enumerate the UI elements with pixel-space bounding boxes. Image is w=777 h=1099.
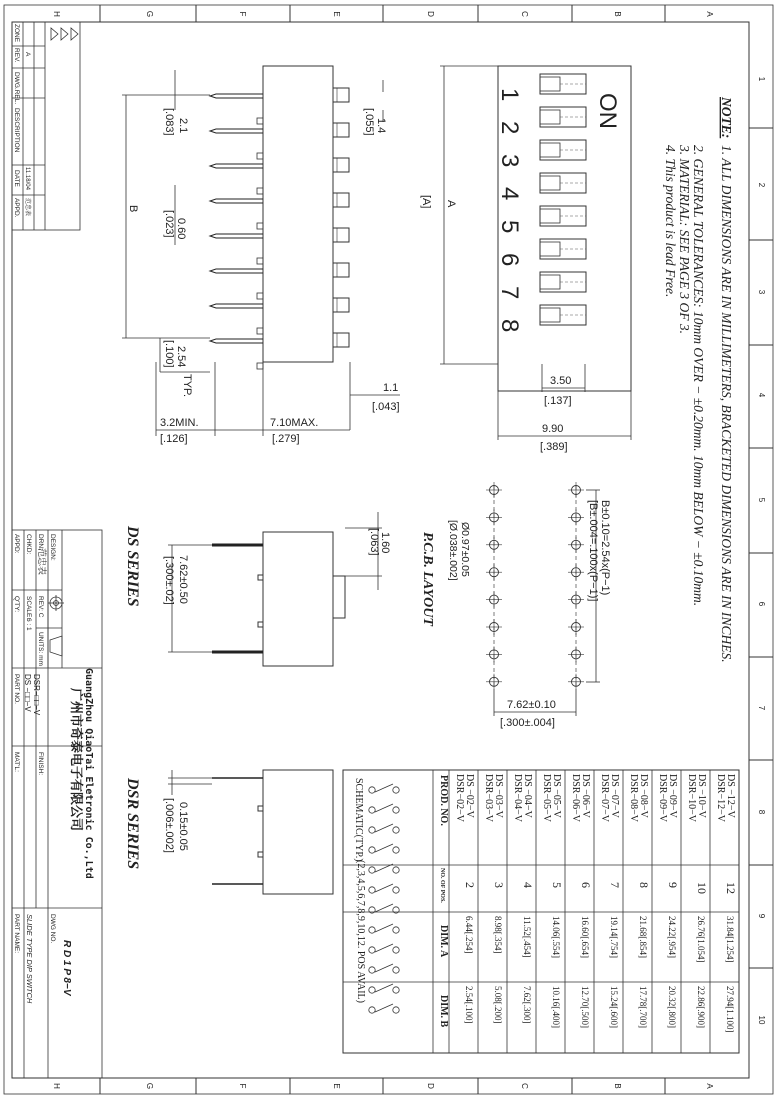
- rev-row-appd: 范忠表: [24, 198, 30, 217]
- title-part-name: SLIDE TYPE DIP SWITCH: [25, 914, 34, 1004]
- table-cell-prod-dsr: DSR−02−V: [454, 774, 465, 822]
- side-actuator-2: [333, 123, 349, 137]
- table-row: [657, 774, 680, 1028]
- side-pin-7: [210, 304, 263, 308]
- company-name-cn: 广州市奇泰电子有限公司: [69, 688, 84, 832]
- schematic-label: SCHEMATIC(TYP.): [353, 778, 364, 862]
- company-name-en: GuangZhou QiaoTai Eletronic Co.,Ltd: [83, 668, 94, 879]
- zone-d-bottom: D: [426, 1083, 435, 1089]
- title-rev-label: REV: C: [37, 596, 44, 618]
- title-dwg-no: R D 1 P 8−V: [61, 940, 72, 996]
- dimension-table: [343, 770, 739, 1053]
- table-row: [483, 774, 506, 1024]
- dim-14-inch-label: [.055]: [363, 108, 375, 136]
- table-cell-dim-a: 19.14[.754]: [609, 916, 619, 958]
- side-pin-stub-8: [257, 363, 263, 369]
- title-scale-label: SCALE:: [25, 596, 32, 620]
- actuator-2: [540, 107, 586, 127]
- zone-6: 6: [757, 601, 766, 607]
- dim-32-inch-label: [.126]: [160, 433, 188, 445]
- notes-title: NOTE:: [719, 97, 734, 139]
- table-cell-dim-a: 16.60[.654]: [580, 916, 590, 958]
- table-row: [599, 774, 622, 1028]
- dim-typ-label: TYP.: [181, 374, 193, 398]
- zone-e: E: [332, 11, 341, 17]
- table-cell-pos: 9: [666, 882, 680, 888]
- zone-g-bottom: G: [145, 1082, 154, 1090]
- note-1: 1. ALL DIMENSIONS ARE IN MILLIMETERS, BRACKETED DIMENSIONS ARE IN INCHES.: [719, 145, 734, 663]
- pos-number-6: 6: [496, 253, 523, 267]
- table-cell-prod-dsr: DSR−10−V: [686, 774, 697, 822]
- table-header-0: PROD. NO.: [438, 775, 449, 826]
- table-cell-dim-a: 14.06[.554]: [551, 916, 561, 958]
- zone-4: 4: [757, 392, 766, 398]
- zone-d: D: [426, 11, 435, 17]
- note-3: 3. MATERIAL: SEE PAGE 3 OF 3.: [677, 145, 692, 334]
- actuator-8: [540, 305, 586, 325]
- side-actuator-7: [333, 298, 349, 312]
- table-row: [454, 774, 477, 1024]
- zone-2: 2: [757, 182, 766, 188]
- dim-a-label: A: [445, 200, 457, 208]
- ds-dim-160-inch-label: [.063]: [368, 528, 380, 556]
- pcb-hole-right-1: [568, 482, 584, 498]
- dim-14-label: 1.4: [375, 118, 387, 134]
- table-cell-prod-ds: DS −12−V: [725, 774, 736, 818]
- zone-h: H: [52, 11, 61, 17]
- zone-b: B: [613, 11, 622, 17]
- pcb-row-spacing-label: 7.62±0.10: [507, 699, 556, 711]
- dim-350-label: 3.50: [550, 375, 572, 387]
- table-header-3: DIM. B: [438, 995, 449, 1028]
- ds-series-title: DS SERIES: [124, 526, 141, 607]
- side-pin-stub-7: [257, 328, 263, 334]
- table-cell-prod-dsr: DSR−08−V: [628, 774, 639, 822]
- rev-description-header: DESCRIPTION: [13, 108, 20, 153]
- pos-number-4: 4: [496, 187, 523, 201]
- rev-appd-header: APPD.: [13, 198, 20, 218]
- zone-numbers: [757, 77, 766, 1025]
- ds-dim-762-inch-label: [.300±.02]: [163, 556, 175, 605]
- dim-a-line: [440, 66, 498, 364]
- table-row: [686, 774, 709, 1028]
- side-actuator-4: [333, 193, 349, 207]
- actuator-1: [540, 74, 586, 94]
- table-cell-prod-dsr: DSR−09−V: [657, 774, 668, 822]
- pcb-hole-right-2: [568, 509, 584, 525]
- pcb-pitch-label: B±0.10=2.54x(P−1): [599, 500, 611, 596]
- table-cell-dim-b: 22.86[.900]: [696, 986, 706, 1028]
- pos-number-8: 8: [496, 319, 523, 333]
- side-actuator-8: [333, 333, 349, 347]
- pcb-hole-right-7: [568, 646, 584, 662]
- table-cell-dim-a: 31.84[1.254]: [725, 916, 735, 963]
- table-cell-dim-b: 27.94[1.100]: [725, 986, 735, 1033]
- actuator-3: [540, 140, 586, 160]
- zone-10: 10: [757, 1015, 766, 1025]
- side-actuator-1: [333, 88, 349, 102]
- pcb-hole-right-4: [568, 564, 584, 580]
- table-header-2: DIM. A: [438, 925, 449, 958]
- table-cell-prod-dsr: DSR−04−V: [512, 774, 523, 822]
- table-cell-prod-ds: DS −08−V: [638, 774, 649, 818]
- pcb-hole-left-8: [486, 674, 502, 690]
- pcb-row-spacing-inch-label: [.300±.004]: [500, 717, 555, 729]
- table-cell-dim-a: 11.52[.454]: [522, 916, 532, 958]
- dsr-series-title: DSR SERIES: [124, 778, 141, 870]
- table-row: [541, 774, 564, 1028]
- side-actuator-3: [333, 158, 349, 172]
- dsr-dim-015-label: 0.15±0.05: [177, 802, 189, 851]
- rev-row-rev: A: [24, 52, 31, 57]
- table-row: [570, 774, 593, 1028]
- dsr-dim-015-inch-label: [.006±.002]: [163, 798, 175, 853]
- zone-h-bottom: H: [52, 1083, 61, 1089]
- title-scale-value: 6 : 1: [25, 618, 32, 631]
- on-label: ON: [594, 93, 621, 129]
- rev-dwgrel-header: DWG.REL.: [13, 72, 20, 105]
- side-pin-5: [210, 234, 263, 238]
- pcb-hole-inch-label: [Ø.038±.002]: [447, 520, 459, 581]
- table-row: [512, 774, 535, 1024]
- table-cell-prod-dsr: DSR−12−V: [715, 774, 726, 822]
- side-pin-4: [210, 199, 263, 203]
- zone-8: 8: [757, 809, 766, 815]
- note-4: 4. This product is lead Free.: [663, 145, 678, 298]
- side-pin-group: [210, 94, 263, 369]
- actuator-6: [540, 239, 586, 259]
- title-drn-label: DRN:: [37, 534, 44, 550]
- pcb-hole-right-3: [568, 537, 584, 553]
- table-cell-prod-ds: DS −09−V: [667, 774, 678, 818]
- switch-top-view: [420, 66, 631, 453]
- table-cell-prod-ds: DS −07−V: [609, 774, 620, 818]
- side-pin-2: [210, 129, 263, 133]
- zone-b-bottom: B: [613, 1083, 622, 1089]
- pcb-hole-left-2: [486, 509, 502, 525]
- dsr-series-view: [124, 770, 333, 894]
- zone-3: 3: [757, 289, 766, 295]
- dim-350-inch-label: [.137]: [544, 395, 572, 407]
- zone-1: 1: [757, 76, 766, 82]
- side-pin-6: [210, 269, 263, 273]
- pos-number-3: 3: [496, 154, 523, 168]
- zone-c: C: [520, 11, 529, 17]
- pcb-hole-left-7: [486, 646, 502, 662]
- zone-c-bottom: C: [520, 1083, 529, 1089]
- table-cell-dim-b: 20.32[.800]: [667, 986, 677, 1028]
- table-cell-prod-dsr: DSR−05−V: [541, 774, 552, 822]
- table-cell-prod-ds: DS −05−V: [551, 774, 562, 818]
- actuator-7: [540, 272, 586, 292]
- table-cell-dim-a: 24.22[.954]: [667, 916, 677, 958]
- pcb-hole-left-5: [486, 592, 502, 608]
- table-cell-prod-dsr: DSR−07−V: [599, 774, 610, 822]
- pcb-hole-left-3: [486, 537, 502, 553]
- table-cell-dim-a: 6.44[.254]: [464, 916, 474, 954]
- switch-side-view: [122, 66, 400, 445]
- pcb-hole-right-6: [568, 619, 584, 635]
- table-cell-pos: 5: [550, 882, 564, 888]
- zone-a-bottom: A: [705, 1083, 714, 1089]
- pcb-hole-right-5: [568, 592, 584, 608]
- title-block: [12, 530, 102, 1078]
- pcb-layout: [420, 482, 611, 729]
- table-cell-pos: 7: [608, 882, 622, 888]
- side-actuator-6: [333, 263, 349, 277]
- table-cell-prod-ds: DS −10−V: [696, 774, 707, 818]
- table-cell-dim-a: 21.68[.854]: [638, 916, 648, 958]
- dim-060-inch-label: [.023]: [163, 210, 175, 238]
- rev-rev-header: REV.: [13, 48, 20, 63]
- title-part-no-1: DS −□□−V: [23, 674, 32, 712]
- pcb-hole-left-6: [486, 619, 502, 635]
- table-cell-dim-b: 7.62[.300]: [522, 986, 532, 1024]
- dim-710-label: 7.10MAX.: [270, 417, 319, 429]
- title-appd-label: APPD:: [13, 534, 20, 554]
- table-cell-dim-a: 26.76[1.054]: [696, 916, 706, 963]
- side-pin-stub-2: [257, 153, 263, 159]
- table-cell-prod-dsr: DSR−03−V: [483, 774, 494, 822]
- position-numbers: [496, 88, 523, 332]
- zone-g: G: [145, 10, 154, 18]
- table-cell-dim-b: 17.78[.700]: [638, 986, 648, 1028]
- side-actuator-5: [333, 228, 349, 242]
- rev-row-date: 11.18/04: [24, 167, 30, 190]
- table-cell-prod-dsr: DSR−06−V: [570, 774, 581, 822]
- zone-e-bottom: E: [332, 1083, 341, 1089]
- ds-dim-762-label: 7.62±0.50: [177, 555, 189, 604]
- side-pin-stub-4: [257, 223, 263, 229]
- side-pin-8: [210, 339, 263, 343]
- zone-f-bottom: F: [238, 1083, 247, 1089]
- title-designer-name: 范忠表: [37, 548, 47, 576]
- table-cell-dim-b: 15.24[.600]: [609, 986, 619, 1028]
- table-cell-prod-ds: DS −06−V: [580, 774, 591, 818]
- revision-block: [12, 22, 80, 230]
- side-pin-3: [210, 164, 263, 168]
- table-cell-dim-b: 12.70[.500]: [580, 986, 590, 1028]
- zone-9: 9: [757, 913, 766, 919]
- pcb-hole-left-4: [486, 564, 502, 580]
- pcb-hole-right-8: [568, 674, 584, 690]
- dim-b-label: B: [127, 205, 139, 213]
- table-cell-pos: 6: [579, 882, 593, 888]
- title-finish-label: FINISH:: [37, 752, 44, 776]
- dim-21-label: 2.1: [177, 118, 189, 134]
- title-design-label: DESIGN:: [49, 534, 56, 561]
- dim-990-inch-label: [.389]: [540, 441, 568, 453]
- table-cell-prod-ds: DS −02−V: [464, 774, 475, 818]
- pcb-hole-group: [486, 482, 584, 690]
- schematic-symbols: [369, 784, 399, 1013]
- dim-a-inch-label: [A]: [420, 195, 432, 209]
- side-pin-1: [210, 94, 263, 98]
- zone-5: 5: [757, 497, 766, 503]
- table-cell-pos: 10: [695, 882, 709, 894]
- pcb-hole-left-1: [486, 482, 502, 498]
- table-cell-dim-a: 8.98[.354]: [493, 916, 503, 954]
- side-actuator-group: [333, 88, 349, 347]
- note-2: 2. GENERAL TOLERANCES: 10mm OVER − ±0.20mm. 10mm BELOW − ±0.10mm.: [691, 145, 706, 607]
- pos-number-1: 1: [496, 88, 523, 102]
- title-chkd-label: CHKD:: [25, 534, 32, 555]
- rev-zone-header: ZONE: [13, 24, 20, 43]
- table-cell-prod-ds: DS −03−V: [493, 774, 504, 818]
- pos-number-5: 5: [496, 220, 523, 234]
- zone-7: 7: [757, 705, 766, 711]
- pos-number-2: 2: [496, 121, 523, 135]
- side-pin-stub-6: [257, 293, 263, 299]
- dim-710-inch-label: [.279]: [272, 433, 300, 445]
- table-cell-prod-ds: DS −04−V: [522, 774, 533, 818]
- table-cell-dim-b: 2.54[.100]: [464, 986, 474, 1024]
- dim-990-label: 9.90: [542, 423, 564, 435]
- ds-dim-160-label: 1.60: [379, 532, 391, 554]
- table-header-1: NO. OF POS.: [439, 868, 445, 903]
- ds-series-view: [124, 512, 391, 666]
- title-part-no-2: DSR−□□−V: [32, 674, 41, 716]
- dim-254-label: 2.54: [175, 346, 187, 368]
- rev-date-header: DATE: [13, 170, 20, 187]
- table-row: [628, 774, 651, 1028]
- dim-11-label: 1.1: [383, 382, 399, 394]
- table-cell-pos: 12: [724, 882, 738, 894]
- table-cell-pos: 8: [637, 882, 651, 888]
- revision-triangles: [51, 28, 78, 40]
- side-pin-stub-3: [257, 188, 263, 194]
- actuator-group: [540, 74, 586, 325]
- side-pin-stub-1: [257, 118, 263, 124]
- schematic-note: (2,3,4,5,6,7,8,9,10,12. POS AVAIL): [355, 860, 366, 1003]
- table-cell-pos: 4: [521, 882, 535, 888]
- table-cell-pos: 2: [463, 882, 477, 888]
- pcb-hole-label: Ø0.97±0.05: [459, 522, 471, 577]
- dim-254-inch-label: [.100]: [163, 340, 175, 368]
- title-dwg-no-label: DWG NO.: [49, 914, 56, 944]
- title-part-no-label: PART NO.: [13, 674, 20, 704]
- dim-060-label: 0.60: [175, 218, 187, 240]
- pos-number-7: 7: [496, 286, 523, 300]
- pcb-pitch-inch-label: [B±.004=.100x(P−1)]: [587, 500, 599, 602]
- title-units-label: UNITS: mm: [37, 632, 44, 666]
- table-cell-dim-b: 5.08[.200]: [493, 986, 503, 1024]
- table-cell-pos: 3: [492, 882, 506, 888]
- dim-21-inch-label: [.083]: [163, 108, 175, 136]
- title-matl-label: MAT'L:: [13, 752, 20, 772]
- title-qty-label: Q'TY:: [13, 596, 20, 613]
- table-cell-dim-b: 10.16[.400]: [551, 986, 561, 1028]
- zone-a: A: [705, 11, 714, 17]
- title-part-name-label: PART NAME:: [13, 914, 20, 954]
- table-row: [715, 774, 738, 1033]
- notes-block: [663, 96, 734, 663]
- side-pin-stub-5: [257, 258, 263, 264]
- dim-32-label: 3.2MIN.: [160, 417, 199, 429]
- zone-f: F: [238, 11, 247, 17]
- actuator-4: [540, 173, 586, 193]
- actuator-5: [540, 206, 586, 226]
- pcb-layout-title: P.C.B. LAYOUT: [420, 532, 435, 626]
- dim-11-inch-label: [.043]: [372, 401, 400, 413]
